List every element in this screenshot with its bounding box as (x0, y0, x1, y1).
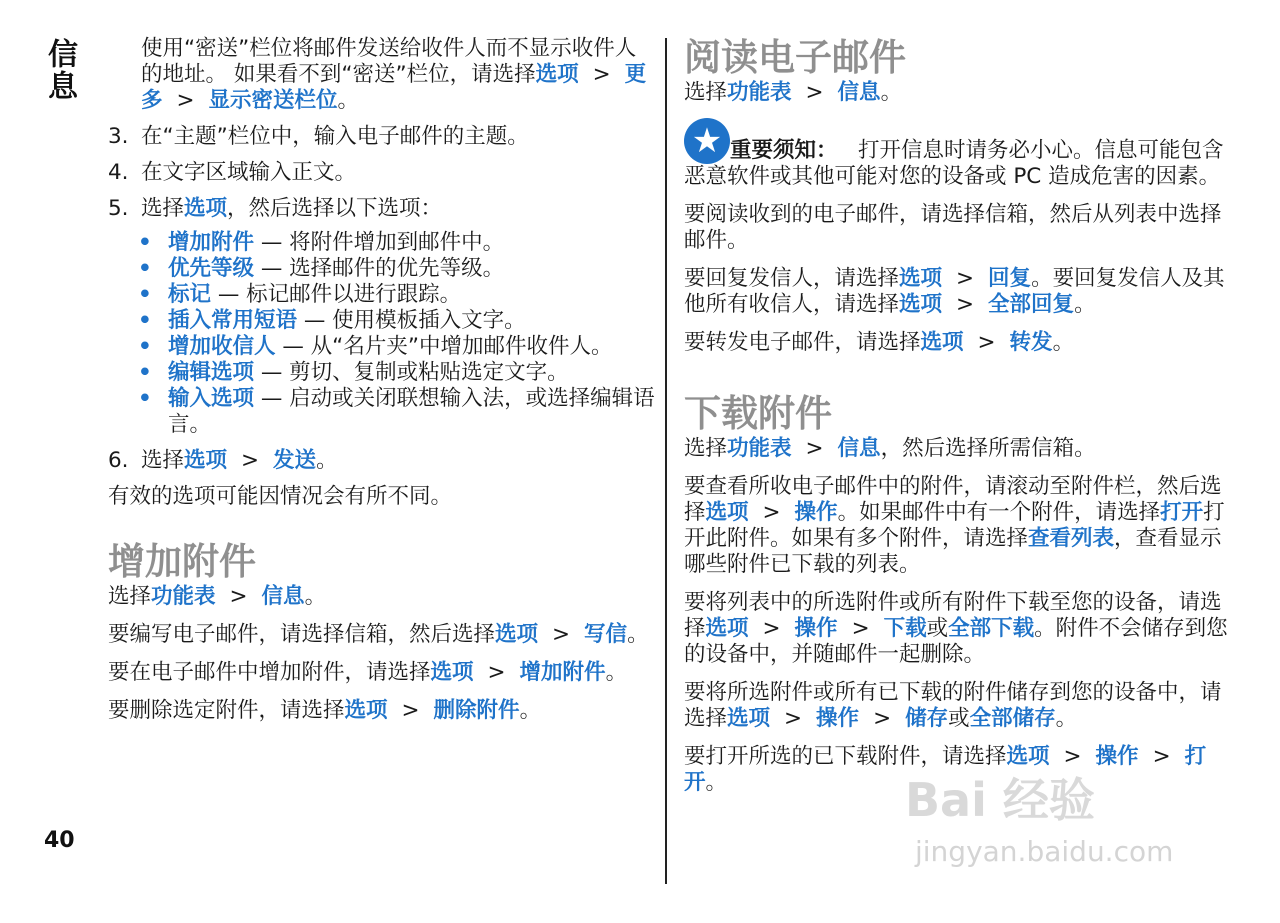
list-item (108, 230, 656, 256)
text: 要将所选附件或所有已下载的附件储存到您的设备中，请选择 (684, 680, 1222, 731)
bullet-icon: • (138, 386, 152, 411)
text: — 使用模板插入文字。 (297, 308, 526, 333)
link-options[interactable]: 选项 (184, 196, 228, 221)
text: — 标记邮件以进行跟踪。 (211, 282, 462, 307)
link-actions[interactable]: 操作 (1095, 744, 1139, 769)
page-number: 40 (44, 828, 75, 853)
separator: > (873, 706, 892, 731)
list-item (108, 308, 656, 334)
bullet-icon: • (138, 256, 152, 281)
text: 要将列表中的所选附件或所有附件下载至您的设备，请选择 (684, 590, 1222, 641)
link-write-message[interactable]: 写信 (584, 622, 628, 647)
text: 。如果邮件中有一个附件，请选择 (837, 500, 1161, 525)
step-4 (108, 160, 656, 186)
link-options[interactable]: 选项 (495, 622, 539, 647)
link-actions[interactable]: 操作 (816, 706, 860, 731)
link-save[interactable]: 储存 (905, 706, 949, 731)
text: 要打开所选的已下载附件，请选择 (684, 744, 1007, 769)
link-actions[interactable]: 操作 (794, 616, 838, 641)
step-text: 在文字区域输入正文。 (141, 160, 357, 185)
list-item (108, 386, 656, 438)
list-item (108, 360, 656, 386)
paragraph (684, 590, 1230, 668)
text: 。 (880, 80, 903, 105)
paragraph (108, 622, 656, 648)
text: 。要回复发信人及其他所有收信人，请选择 (684, 266, 1225, 317)
text: 选择 (141, 196, 185, 221)
step-number: 3. (108, 124, 129, 149)
link-reply-all[interactable]: 全部回复 (988, 292, 1075, 317)
column-divider (665, 38, 667, 884)
link-options[interactable]: 选项 (430, 660, 474, 685)
watermark-url: jingyan.baidu.com (915, 835, 1174, 868)
text: — 选择邮件的优先等级。 (254, 256, 505, 281)
watermark-logo: Bai 经验 (905, 773, 1095, 827)
text: 打开此附件。如果有多个附件，请选择 (684, 500, 1225, 551)
link-view-list[interactable]: 查看列表 (1028, 526, 1115, 551)
text: 。附件不会储存到您的设备中，并随邮件一起删除。 (684, 616, 1228, 667)
text: 要删除选定附件，请选择 (108, 698, 345, 723)
link-forward[interactable]: 转发 (1009, 330, 1053, 355)
text: 要查看所收电子邮件中的附件，请滚动至附件栏，然后选择 (684, 474, 1222, 525)
link-options[interactable]: 选项 (705, 616, 749, 641)
link-open[interactable]: 打开 (1160, 500, 1204, 525)
separator: > (1152, 744, 1171, 769)
link-send[interactable]: 发送 (273, 448, 317, 473)
link-options[interactable]: 选项 (899, 292, 943, 317)
link-show-bcc[interactable]: 显示密送栏位 (208, 88, 338, 113)
separator: > (805, 80, 824, 105)
paragraph (108, 584, 656, 610)
link-add-attachment[interactable]: 增加附件 (519, 660, 606, 685)
link-flag[interactable]: 标记 (168, 282, 212, 307)
text: 。 (519, 698, 542, 723)
text: ，查看显示哪些附件已下载的列表。 (684, 526, 1222, 577)
bullet-icon: • (138, 308, 152, 333)
section-heading: 增加附件 (108, 540, 256, 583)
option-list (108, 230, 656, 438)
text: 要回复发信人，请选择 (684, 266, 900, 291)
text: 或 (948, 706, 970, 731)
paragraph (108, 698, 656, 724)
section-heading: 阅读电子邮件 (684, 36, 906, 79)
important-text: 打开信息时请务必小心。信息可能包含恶意软件或其他可能对您的设备或 PC 造成危害的因素。 (684, 138, 1224, 189)
paragraph (684, 266, 1230, 318)
link-options[interactable]: 选项 (184, 448, 228, 473)
separator: > (592, 62, 611, 87)
bullet-icon: • (138, 230, 152, 255)
link-download-all[interactable]: 全部下载 (948, 616, 1035, 641)
text: 。 (316, 448, 338, 473)
list-item (108, 282, 656, 308)
step-text: 在“主题”栏位中，输入电子邮件的主题。 (141, 124, 529, 149)
text: 要编写电子邮件，请选择信箱，然后选择 (108, 622, 496, 647)
separator: > (784, 706, 803, 731)
link-reply[interactable]: 回复 (988, 266, 1032, 291)
text: 选择 (108, 584, 152, 609)
link-options[interactable]: 选项 (727, 706, 771, 731)
section-side-title: 信息 (42, 38, 77, 102)
link-options[interactable]: 选项 (535, 62, 579, 87)
separator: > (401, 698, 420, 723)
link-priority[interactable]: 优先等级 (168, 256, 255, 281)
link-options[interactable]: 选项 (344, 698, 388, 723)
text: 选择 (684, 436, 728, 461)
text: — 剪切、复制或粘贴选定文字。 (254, 360, 569, 385)
text: ，然后选择所需信箱。 (880, 436, 1096, 461)
link-messaging[interactable]: 信息 (837, 80, 881, 105)
text: 选择 (141, 448, 185, 473)
list-item (108, 334, 656, 360)
list-item (108, 256, 656, 282)
star-icon: ★ (684, 118, 730, 164)
text: 。 (304, 584, 327, 609)
bullet-icon: • (138, 334, 152, 359)
link-save-all[interactable]: 全部储存 (969, 706, 1056, 731)
text: — 启动或关闭联想输入法，或选择编辑语言。 (168, 386, 655, 437)
link-messaging[interactable]: 信息 (261, 584, 305, 609)
link-add-recipient[interactable]: 增加收信人 (168, 334, 276, 359)
link-options[interactable]: 选项 (899, 266, 943, 291)
link-edit-options[interactable]: 编辑选项 (168, 360, 255, 385)
link-actions[interactable]: 操作 (794, 500, 838, 525)
text: ，然后选择以下选项： (227, 196, 443, 221)
text: 要转发电子邮件，请选择 (684, 330, 921, 355)
link-options[interactable]: 选项 (920, 330, 964, 355)
separator: > (956, 292, 975, 317)
paragraph (684, 474, 1230, 578)
paragraph: 要阅读收到的电子邮件，请选择信箱，然后从列表中选择邮件。 (684, 202, 1222, 253)
paragraph (684, 80, 1230, 106)
step-3 (108, 124, 656, 150)
link-messaging[interactable]: 信息 (837, 436, 881, 461)
separator: > (805, 436, 824, 461)
right-column (684, 36, 1230, 796)
section-heading: 下载附件 (684, 392, 832, 435)
separator: > (1063, 744, 1082, 769)
text: — 从“名片夹”中增加邮件收件人。 (275, 334, 613, 359)
text: 。 (1074, 292, 1096, 317)
link-options[interactable]: 选项 (1006, 744, 1050, 769)
text: — 将附件增加到邮件中。 (254, 230, 505, 255)
paragraph (108, 660, 656, 686)
step-number: 6. (108, 448, 129, 473)
link-insert-phrase[interactable]: 插入常用短语 (168, 308, 298, 333)
step-5 (108, 196, 656, 222)
text: 。 (337, 88, 360, 113)
important-note (684, 118, 1230, 190)
paragraph (684, 330, 1230, 356)
step-6 (108, 448, 656, 474)
text: 。 (1055, 706, 1078, 731)
link-download[interactable]: 下载 (883, 616, 927, 641)
text: 。 (705, 770, 728, 795)
text: 。 (1052, 330, 1075, 355)
link-add-attachment[interactable]: 增加附件 (168, 230, 255, 255)
important-label: 重要须知： (730, 138, 838, 163)
link-menu[interactable]: 功能表 (727, 436, 792, 461)
step-number: 5. (108, 196, 129, 221)
separator: > (552, 622, 571, 647)
link-open[interactable]: 打开 (684, 744, 1207, 795)
link-more[interactable]: 更多 (141, 62, 647, 113)
separator: > (176, 88, 195, 113)
separator: > (241, 448, 260, 473)
availability-note: 有效的选项可能因情况会有所不同。 (108, 484, 453, 509)
separator: > (229, 584, 248, 609)
text: 使用“密送”栏位将邮件发送给收件人而不显示收件人的地址。 如果看不到“密送”栏位，请选择 (141, 36, 637, 87)
link-input-options[interactable]: 输入选项 (168, 386, 255, 411)
link-menu[interactable]: 功能表 (151, 584, 216, 609)
paragraph (684, 680, 1230, 732)
text: 。 (627, 622, 649, 647)
text: 。 (605, 660, 628, 685)
separator: > (956, 266, 975, 291)
left-column (108, 36, 656, 724)
link-options[interactable]: 选项 (705, 500, 749, 525)
link-delete-attachment[interactable]: 删除附件 (433, 698, 520, 723)
text: 或 (926, 616, 949, 641)
bcc-paragraph (108, 36, 656, 114)
link-menu[interactable]: 功能表 (727, 80, 792, 105)
separator: > (762, 500, 781, 525)
separator: > (487, 660, 506, 685)
text: 选择 (684, 80, 728, 105)
separator: > (762, 616, 781, 641)
paragraph (684, 436, 1230, 462)
bullet-icon: • (138, 282, 152, 307)
separator: > (977, 330, 996, 355)
text: 要在电子邮件中增加附件，请选择 (108, 660, 431, 685)
separator: > (851, 616, 870, 641)
bullet-icon: • (138, 360, 152, 385)
step-number: 4. (108, 160, 129, 185)
